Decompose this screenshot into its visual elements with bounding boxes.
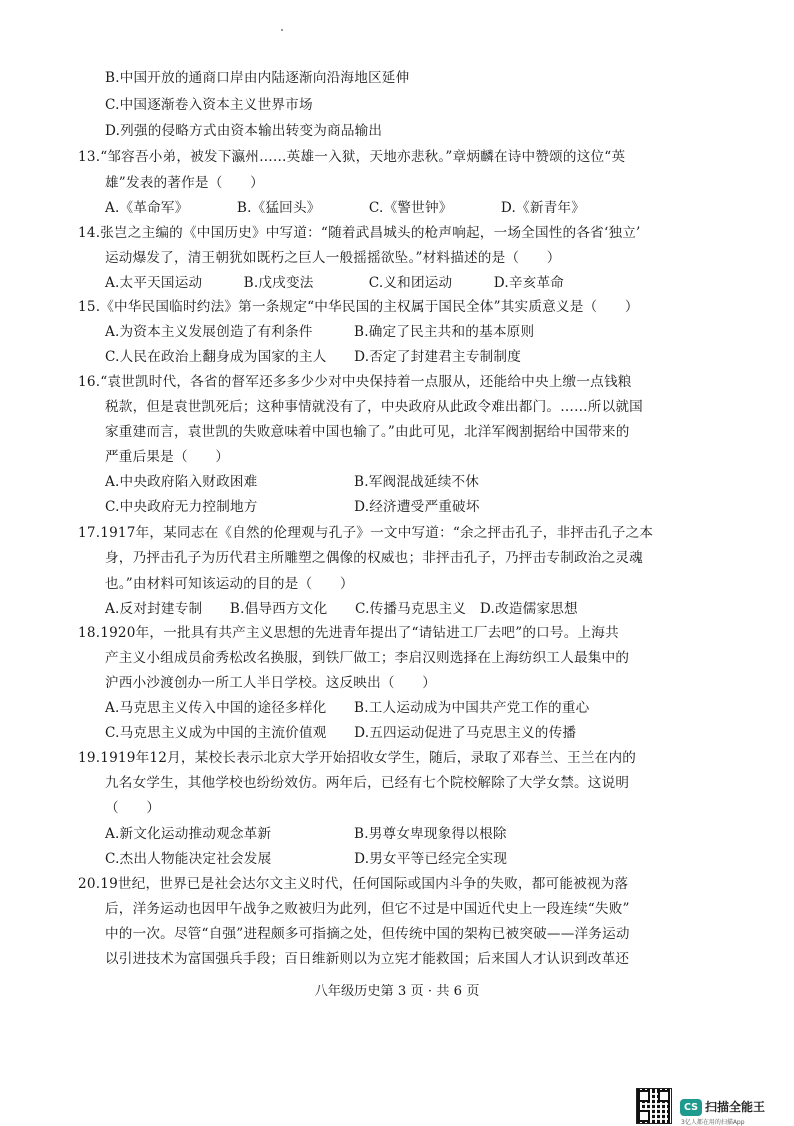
question-16-stem-cont: 税款，但是袁世凯死后；这种事情就没有了，中央政府从此政令难出都门。……所以就国 [105, 399, 643, 415]
question-15-options-ab: A.为资本主义发展创造了有利条件 B.确定了民主共和的基本原则 [105, 324, 535, 340]
question-16-options-cd: C.中央政府无力控制地方 D.经济遭受严重破坏 [105, 499, 480, 515]
question-20-stem-cont: 以引进技术为富国强兵手段；百日维新则以为立宪才能救国；后来国人才认识到改革还 [105, 951, 630, 967]
question-16-stem-cont: 严重后果是（ ） [105, 449, 230, 465]
question-17-stem: 17.1917年，某同志在《自然的伦理观与孔子》一文中写道：“余之抨击孔子，非抨击孔子之本 [78, 525, 654, 541]
scan-speck [281, 29, 283, 31]
question-14-options: A.太平天国运动 B.戊戌变法 C.义和团运动 D.辛亥革命 [105, 275, 565, 291]
option-line: C.中国逐渐卷入资本主义世界市场 [105, 97, 313, 113]
question-18-stem-cont: 沪西小沙渡创办一所工人半日学校。这反映出（ ） [105, 675, 437, 691]
question-16-options-ab: A.中央政府陷入财政困难 B.军阀混战延续不休 [105, 474, 480, 490]
question-20-stem-cont: 中的一次。尽管“自强”进程颇多可指摘之处，但传统中国的架构已被突破——洋务运动 [105, 926, 630, 942]
question-18-stem-cont: 产主义小组成员俞秀松改名换服，到铁厂做工；李启汉则选择在上海纺织工人最集中的 [105, 650, 630, 666]
question-16-stem: 16.“袁世凯时代，各省的督军还多多少少对中央保持着一点服从，还能给中央上缴一点钱粮 [78, 374, 632, 390]
question-19-stem: 19.1919年12月，某校长表示北京大学开始招收女学生，随后，录取了邓春兰、王兰在内的 [78, 750, 637, 766]
question-19-options-ab: A.新文化运动推动观念革新 B.男尊女卑现象得以根除 [105, 826, 507, 842]
question-18-stem: 18.1920年，一批具有共产主义思想的先进青年提出了“请钻进工厂去吧”的口号。上海共 [78, 625, 619, 641]
watermark-app-name: 扫描全能王 [705, 1100, 766, 1114]
question-17-stem-cont: 身，乃抨击孔子为历代君主所雕塑之偶像的权威也；非抨击孔子，乃抨击专制政治之灵魂 [105, 550, 643, 566]
qr-code-icon [636, 1088, 672, 1124]
question-18-options-ab: A.马克思主义传入中国的途径多样化 B.工人运动成为中国共产党工作的重心 [105, 700, 590, 716]
question-15-options-cd: C.人民在政治上翻身成为国家的主人 D.否定了封建君主专制制度 [105, 349, 521, 365]
watermark-tagline: 3亿人都在用的扫描App [681, 1119, 745, 1126]
question-20-stem: 20.19世纪，世界已是社会达尔文主义时代，任何国际或国内斗争的失败，都可能被视为落 [78, 876, 629, 892]
question-13-options: A.《革命军》 B.《猛回头》 C.《警世钟》 D.《新青年》 [105, 200, 586, 216]
question-17-stem-cont: 也。”由材料可知该运动的目的是（ ） [105, 576, 354, 592]
question-19-options-cd: C.杰出人物能决定社会发展 D.男女平等已经完全实现 [105, 851, 508, 867]
option-line: D.列强的侵略方式由资本输出转变为商品输出 [105, 123, 383, 139]
question-14-stem-cont: 运动爆发了，清王朝犹如既朽之巨人一般摇摇欲坠。”材料描述的是（ ） [105, 250, 561, 266]
question-15-stem: 15.《中华民国临时约法》第一条规定“中华民国的主权属于国民全体”其实质意义是（ ） [78, 299, 639, 315]
question-19-stem-cont: （ ） [105, 800, 161, 816]
question-14-stem: 14.张岂之主编的《中国历史》中写道：“随着武昌城头的枪声响起，一场全国性的各省‘独立’ [78, 225, 641, 241]
question-19-stem-cont: 九名女学生，其他学校也纷纷效仿。两年后，已经有七个院校解除了大学女禁。这说明 [105, 775, 630, 791]
question-18-options-cd: C.马克思主义成为中国的主流价值观 D.五四运动促进了马克思主义的传播 [105, 725, 577, 741]
question-16-stem-cont: 家重建而言，袁世凯的失败意味着中国也输了。”由此可见，北洋军阀割据给中国带来的 [105, 424, 630, 440]
camscanner-logo-icon: CS [680, 1099, 702, 1116]
question-17-options: A.反对封建专制 B.倡导西方文化 C.传播马克思主义 D.改造儒家思想 [105, 601, 578, 617]
page-footer: 八年级历史第 3 页 · 共 6 页 [314, 984, 480, 999]
question-13-stem: 13.“邹容吾小弟，被发下瀛州……英雄一入狱，天地亦悲秋。”章炳麟在诗中赞颂的这位“英 [78, 149, 626, 165]
option-line: B.中国开放的通商口岸由内陆逐渐向沿海地区延伸 [105, 70, 410, 86]
question-13-stem-cont: 雄”发表的著作是（ ） [105, 175, 264, 191]
question-20-stem-cont: 后，洋务运动也因甲午战争之败被归为此列，但它不过是中国近代史上一段连续“失败” [105, 901, 630, 917]
